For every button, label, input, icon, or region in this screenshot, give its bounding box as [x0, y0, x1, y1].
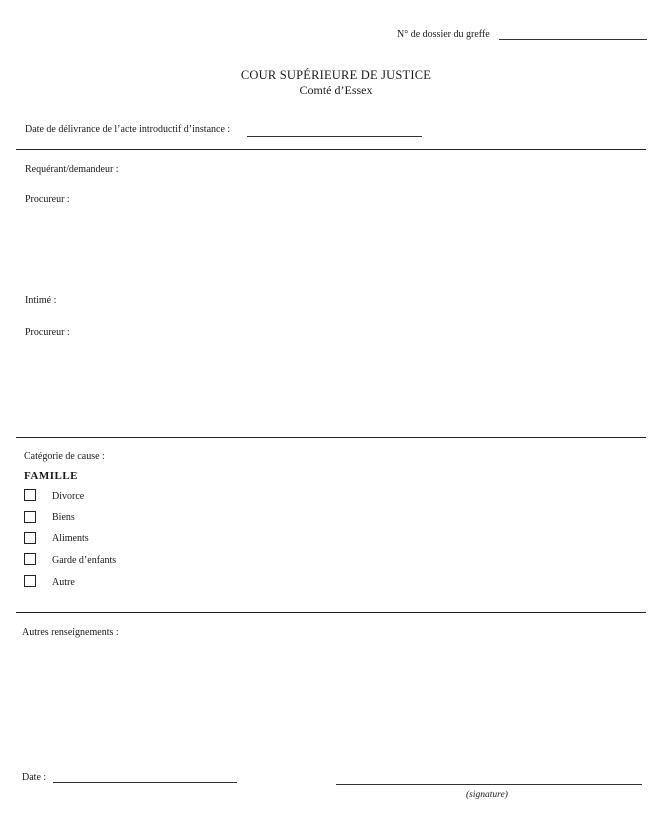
file-number-field[interactable] — [499, 39, 647, 40]
date-field[interactable] — [53, 782, 237, 783]
signature-field[interactable] — [336, 784, 642, 785]
file-number-label: N° de dossier du greffe — [397, 29, 490, 40]
checkbox-other[interactable] — [24, 575, 36, 587]
checkbox-property[interactable] — [24, 511, 36, 523]
applicant-attorney-label: Procureur : — [25, 194, 70, 205]
date-label: Date : — [22, 772, 47, 783]
signature-label: (signature) — [466, 790, 508, 800]
checkbox-support[interactable] — [24, 532, 36, 544]
case-category-label: Catégorie de cause : — [24, 451, 105, 462]
issue-date-field[interactable] — [247, 136, 422, 137]
section-divider — [16, 149, 646, 150]
checkbox-custody[interactable] — [24, 553, 36, 565]
checkbox-label-support: Aliments — [52, 533, 89, 544]
court-title: COUR SUPÉRIEURE DE JUSTICE — [240, 68, 432, 82]
respondent-attorney-label: Procureur : — [25, 327, 70, 338]
checkbox-label-other: Autre — [52, 577, 75, 588]
court-subtitle: Comté d’Essex — [299, 83, 373, 97]
checkbox-label-divorce: Divorce — [52, 491, 85, 502]
other-info-label: Autres renseignements : — [22, 627, 119, 638]
checkbox-label-custody: Garde d’enfants — [52, 555, 117, 566]
checkbox-label-property: Biens — [52, 512, 75, 523]
respondent-label: Intimé : — [25, 295, 57, 306]
issue-date-label: Date de délivrance de l’acte introductif d’instance : — [25, 124, 231, 135]
checkbox-divorce[interactable] — [24, 489, 36, 501]
family-heading: FAMILLE — [24, 470, 79, 482]
applicant-label: Requérant/demandeur : — [25, 164, 119, 175]
section-divider — [16, 437, 646, 438]
section-divider — [16, 612, 646, 613]
